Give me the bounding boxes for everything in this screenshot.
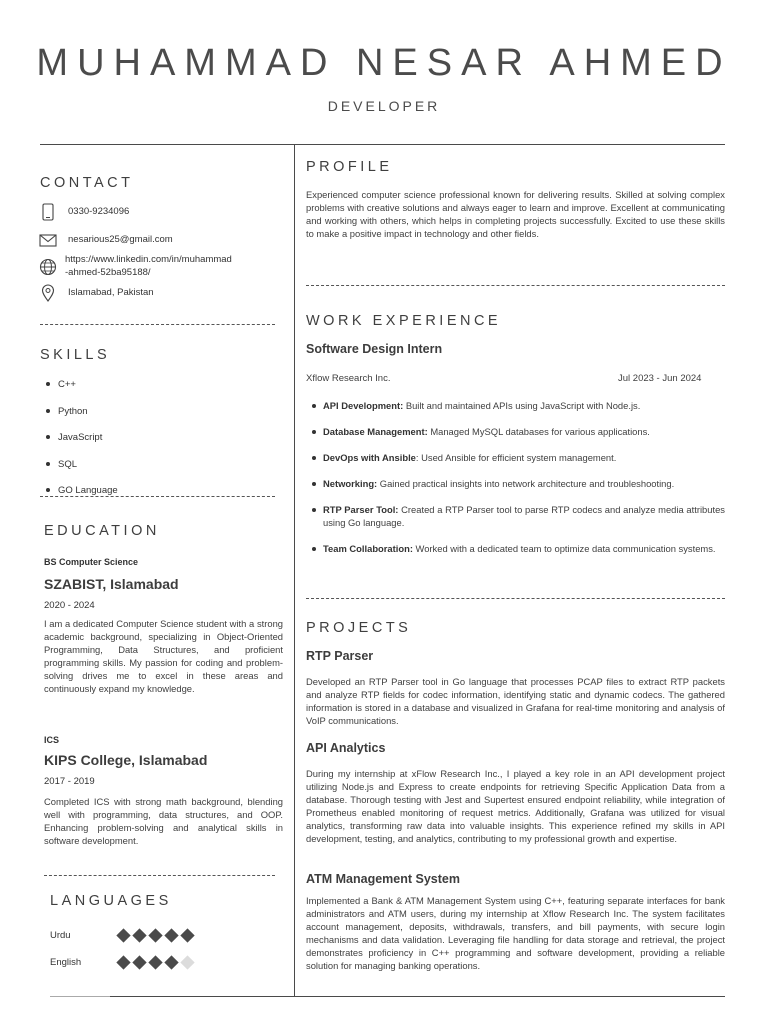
bullet-dot (46, 488, 50, 492)
bullet-dot (312, 508, 316, 512)
projects-title: PROJECTS (306, 620, 412, 636)
education-years: 2020 - 2024 (44, 600, 95, 611)
language-name: English (50, 957, 82, 968)
bullet-dot (312, 430, 316, 434)
location-text: Islamabad, Pakistan (68, 286, 154, 298)
linkedin-link[interactable] (65, 254, 232, 279)
project-description: During my internship at xFlow Research Inc., I played a key role in an API development project utilizing Node.js and Express to create endpoints for retrieving Specific Application Data from a database. Thorough testing with Jest and Supertest ensured endpoint reliability, while integration of Prometheus enabled monitoring of request metrics. Additionally, Grafana was utilized for visual analytics, transforming raw data into valuable insights. This experience refined my skills in API development, testing, and analytics, contributing to my professional growth and expertise. (306, 768, 725, 844)
rating-diamond-icon (148, 928, 162, 942)
column-divider (294, 144, 295, 997)
rating-diamond-icon (180, 928, 194, 942)
education-separator (44, 875, 275, 876)
bullet-dot (312, 456, 316, 460)
job-title: Software Design Intern (306, 342, 443, 356)
footer-divider (110, 996, 725, 997)
skill-item: Python (46, 406, 88, 417)
project-description: Developed an RTP Parser tool in Go language that processes PCAP files to extract RTP packets and analyze RTP fields for codec information, identifying static and dynamic codecs. The gathered information is stored in a database and visualized in Grafana for real-time monitoring and analysis of VoIP communications. (306, 676, 725, 726)
footer-divider-left (50, 996, 110, 997)
mail-icon (38, 230, 58, 250)
linkedin-line-2: -ahmed-52ba95188/ (65, 266, 151, 278)
contact-separator (40, 324, 275, 325)
bullet-dot (312, 482, 316, 486)
education-degree: ICS (44, 735, 60, 745)
language-rating (117, 956, 194, 969)
skills-title: SKILLS (40, 347, 111, 363)
bullet-dot (46, 462, 50, 466)
language-rating (117, 929, 194, 942)
email-link[interactable]: nesarious25@gmail.com (68, 233, 173, 245)
contact-title: CONTACT (40, 175, 134, 191)
phone-icon (38, 202, 58, 222)
education-description: I am a dedicated Computer Science student with a strong academic background, specializing in Object-Oriented Programming, Data Structures, and proficient programming skills. My passion for coding and problem-solving drives me to excel in these areas and continuously expand my knowledge. (44, 618, 283, 694)
education-title: EDUCATION (44, 523, 160, 539)
bullet-dot (312, 404, 316, 408)
experience-title: WORK EXPERIENCE (306, 313, 502, 329)
skill-item: JavaScript (46, 432, 102, 443)
bullet-dot (46, 435, 50, 439)
project-title: RTP Parser (306, 649, 374, 663)
profile-separator (306, 285, 725, 286)
experience-bullet: Database Management: Managed MySQL databases for various applications. (312, 425, 725, 438)
profile-text: Experienced computer science professional known for delivering results. Skilled at solving complex problems with creative solutions and always eager to learn and improve. Excellent at communicating and working with others, which helps in completing projects successfully. Excited to use these skills to make a positive impact in technology and other fields. (306, 189, 725, 239)
resume-role: DEVELOPER (327, 98, 441, 114)
education-school: SZABIST, Islamabad (44, 576, 179, 592)
header-divider (40, 144, 725, 145)
project-title: API Analytics (306, 741, 386, 755)
bullet-dot (46, 382, 50, 386)
skills-separator (40, 496, 275, 497)
experience-bullet: RTP Parser Tool: Created a RTP Parser tool to parse RTP codecs and analyze media attributes using Go language. (312, 503, 725, 529)
location-pin-icon (38, 283, 58, 303)
resume-name: MUHAMMAD NESAR AHMED (36, 42, 732, 84)
experience-bullet: API Development: Built and maintained APIs using JavaScript with Node.js. (312, 399, 725, 412)
education-degree: BS Computer Science (44, 557, 139, 567)
project-description: Implemented a Bank & ATM Management System using C++, featuring separate interfaces for bank administrators and ATM users, during my internship at Xflow Research Inc. The system facilitates account management, deposits, withdrawals, transfers, and bill payments, with secure login mechanisms and data validation. Leveraging file handling for data storage and retrieval, the project demonstrates proficiency in C++ programming and software development, providing a reliable solution for managing banking operations. (306, 895, 725, 971)
experience-bullet: Team Collaboration: Worked with a dedicated team to optimize data communication systems. (312, 542, 725, 555)
rating-diamond-icon (116, 928, 130, 942)
contact-phone (38, 202, 129, 222)
experience-separator (306, 598, 725, 599)
phone-text: 0330-9234096 (68, 205, 130, 217)
bullet-dot (46, 409, 50, 413)
education-description: Completed ICS with strong math background, blending well with programming, data structures, and OOP. Enhancing problem-solving and analytical skills in software development. (44, 796, 283, 846)
education-school: KIPS College, Islamabad (44, 752, 208, 768)
project-title: ATM Management System (306, 872, 460, 886)
experience-bullet: DevOps with Ansible: Used Ansible for efficient system management. (312, 451, 725, 464)
education-years: 2017 - 2019 (44, 776, 95, 787)
skill-item: GO Language (46, 485, 118, 496)
job-company: Xflow Research Inc. (306, 373, 391, 384)
skill-item: SQL (46, 459, 77, 470)
rating-diamond-icon (148, 955, 162, 969)
linkedin-line-1: https://www.linkedin.com/in/muhammad (65, 254, 232, 265)
globe-icon (38, 257, 58, 277)
skill-item: C++ (46, 379, 76, 390)
languages-title: LANGUAGES (50, 893, 172, 909)
rating-diamond-icon (164, 955, 178, 969)
experience-bullet: Networking: Gained practical insights into network architecture and troubleshooting. (312, 477, 725, 490)
rating-diamond-icon (132, 955, 146, 969)
bullet-dot (312, 547, 316, 551)
rating-diamond-icon (132, 928, 146, 942)
rating-diamond-icon (116, 955, 130, 969)
job-dates: Jul 2023 - Jun 2024 (618, 373, 702, 384)
contact-location (38, 283, 154, 303)
rating-diamond-icon (164, 928, 178, 942)
contact-email (38, 230, 173, 250)
profile-title: PROFILE (306, 159, 393, 175)
rating-diamond-empty-icon (180, 955, 194, 969)
language-name: Urdu (50, 930, 71, 941)
contact-linkedin (38, 254, 232, 279)
